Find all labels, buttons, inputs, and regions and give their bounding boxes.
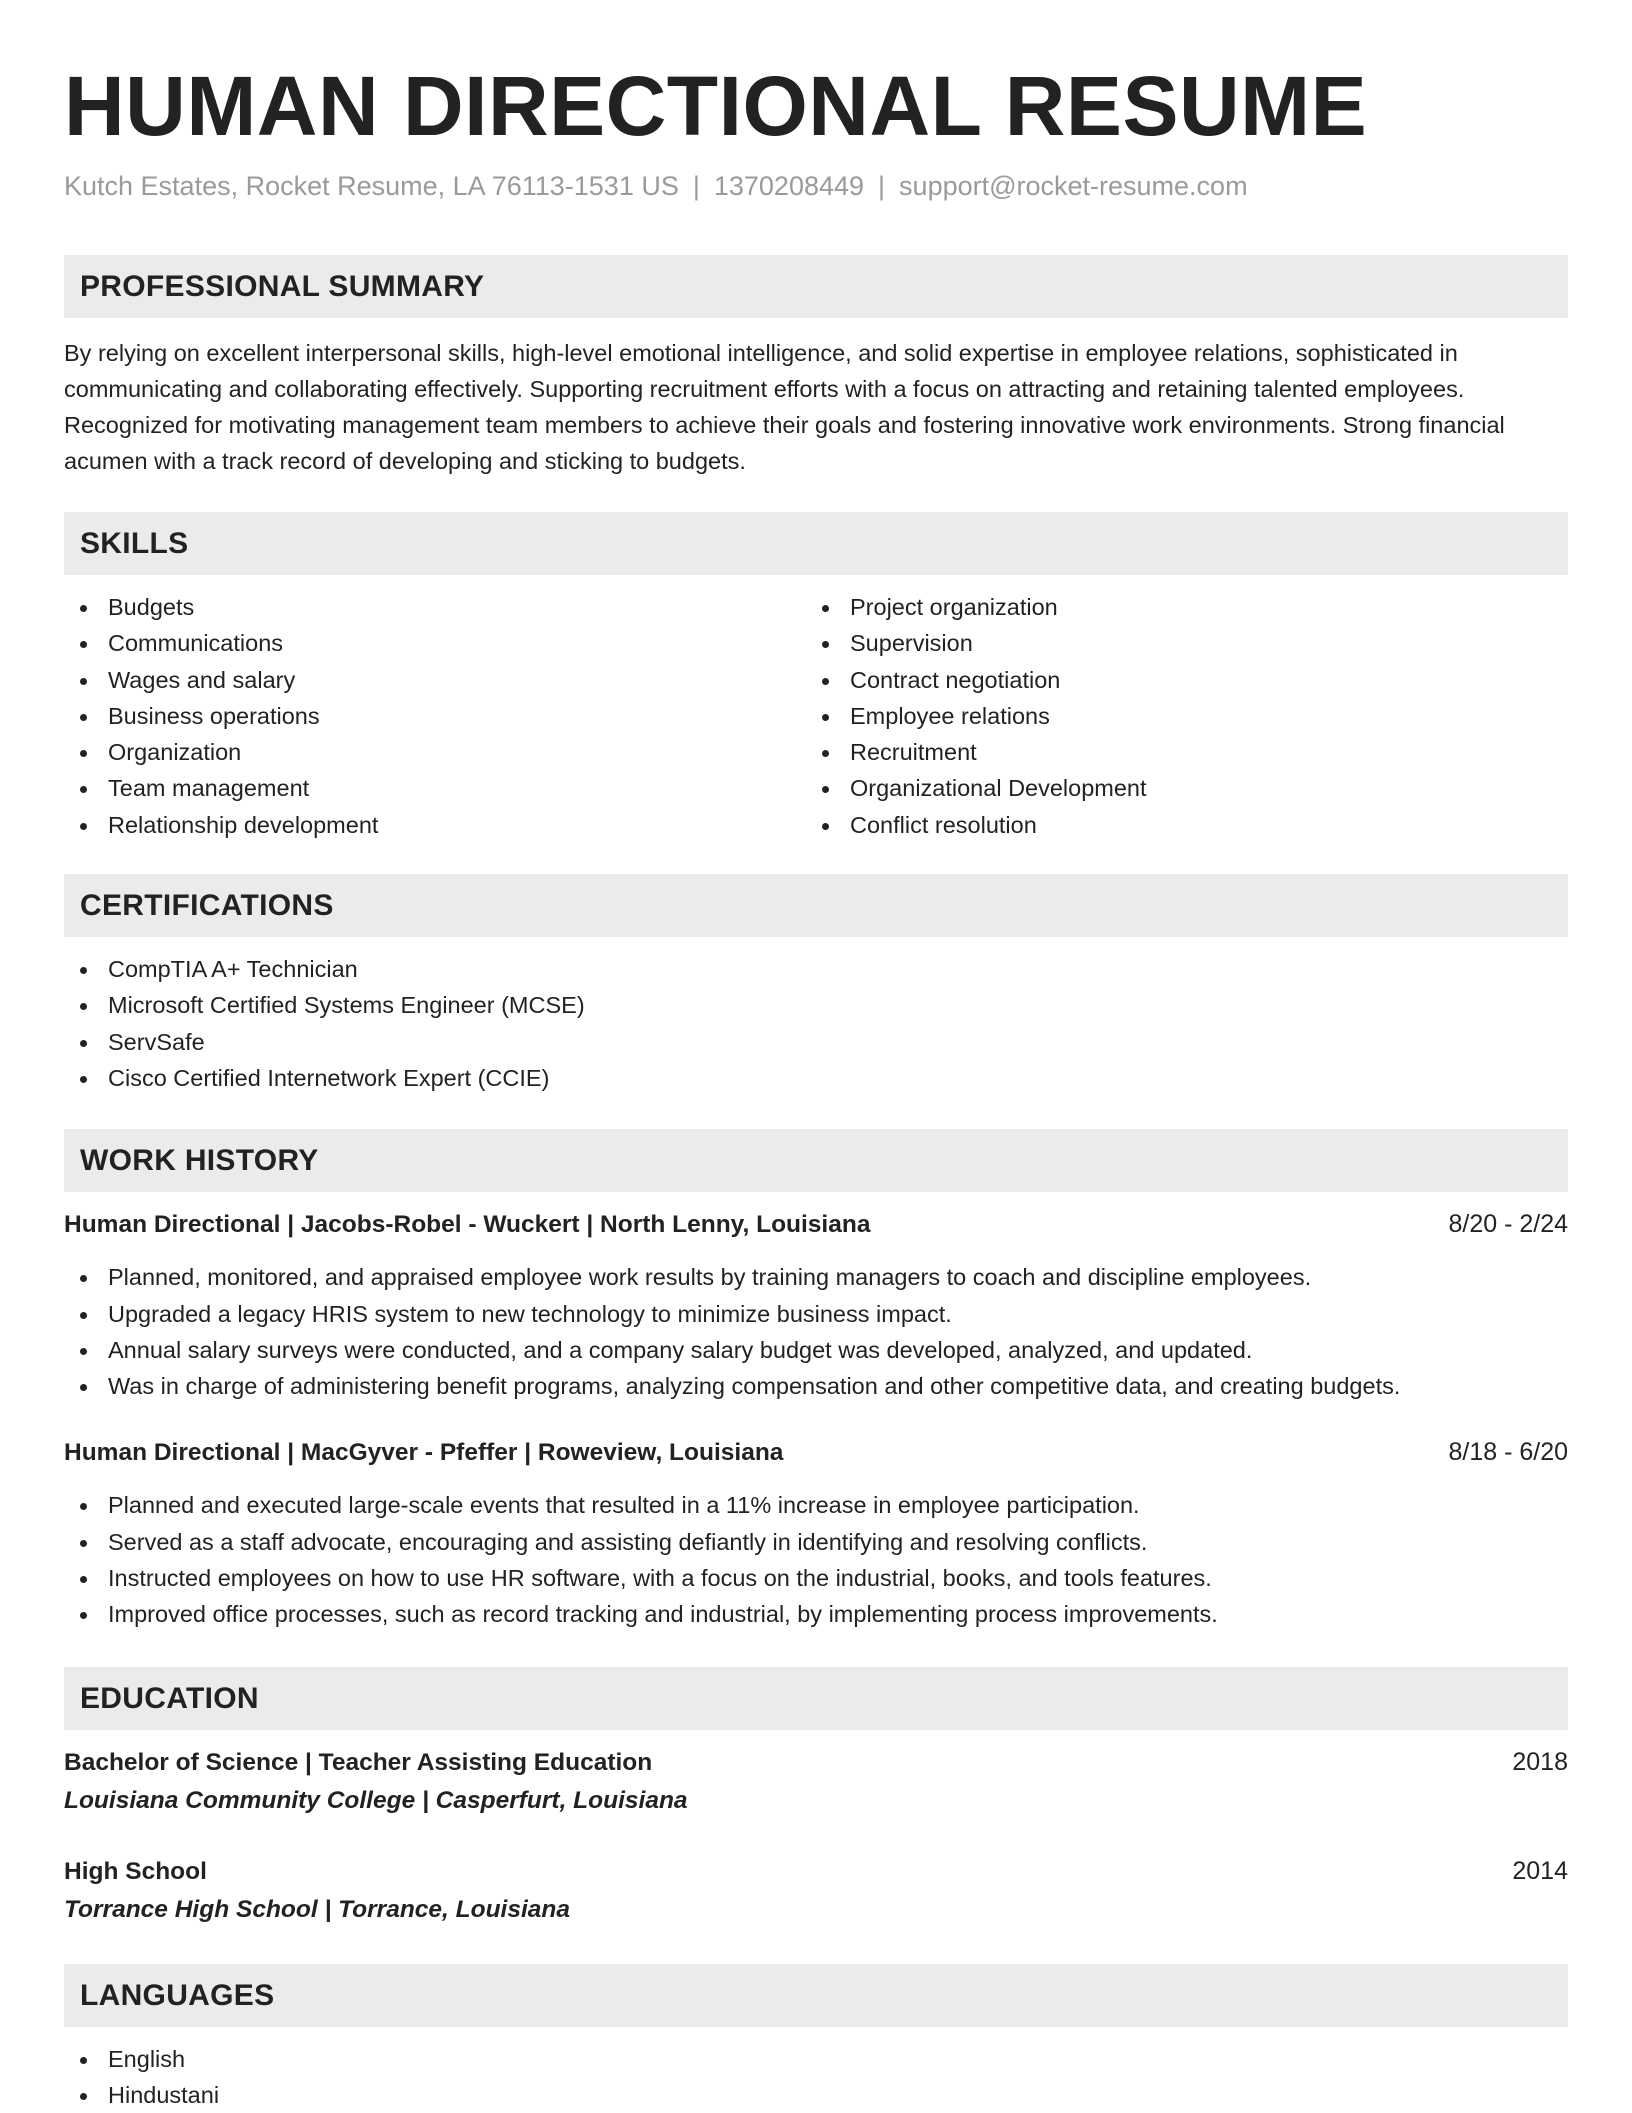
certification-item: CompTIA A+ Technician <box>64 951 1568 987</box>
languages-heading: LANGUAGES <box>64 1964 1568 2027</box>
skill-item: Relationship development <box>64 807 806 843</box>
job-bullet: Planned and executed large-scale events that resulted in a 11% increase in employee participation. <box>64 1487 1568 1523</box>
skill-item: Recruitment <box>806 734 1548 770</box>
resume-page <box>64 0 1568 2113</box>
job-bullet: Instructed employees on how to use HR software, with a focus on the industrial, books, and tools features. <box>64 1560 1568 1596</box>
education-entry <box>64 1853 1568 1928</box>
job-header <box>64 1206 1568 1243</box>
resume-title: HUMAN DIRECTIONAL RESUME <box>64 59 1368 153</box>
education-year: 2018 <box>1512 1747 1568 1776</box>
skill-item: Budgets <box>64 589 806 625</box>
job-bullet: Improved office processes, such as record tracking and industrial, by implementing process improvements. <box>64 1596 1568 1632</box>
job-bullets <box>64 1259 1568 1404</box>
languages-list <box>64 2041 1568 2113</box>
skill-item: Business operations <box>64 698 806 734</box>
language-item: English <box>64 2041 1568 2077</box>
summary-section <box>64 255 1568 479</box>
contact-line <box>64 168 1568 204</box>
job-dates: 8/20 - 2/24 <box>1448 1210 1568 1239</box>
job-bullet: Upgraded a legacy HRIS system to new technology to minimize business impact. <box>64 1296 1568 1332</box>
education-header <box>64 1744 1568 1781</box>
job-bullet: Annual salary surveys were conducted, and a company salary budget was developed, analyzed, and updated. <box>64 1332 1568 1368</box>
job-header <box>64 1434 1568 1471</box>
skills-section <box>64 512 1568 843</box>
skill-item: Team management <box>64 770 806 806</box>
summary-heading: PROFESSIONAL SUMMARY <box>64 255 1568 318</box>
skill-item: Project organization <box>806 589 1548 625</box>
skill-item: Wages and salary <box>64 662 806 698</box>
job-bullet: Planned, monitored, and appraised employee work results by training managers to coach and discipline employees. <box>64 1259 1568 1295</box>
contact-email: support@rocket-resume.com <box>899 171 1248 201</box>
education-heading: EDUCATION <box>64 1667 1568 1730</box>
contact-address: Kutch Estates, Rocket Resume, LA 76113-1531 US <box>64 171 679 201</box>
summary-text: By relying on excellent interpersonal skills, high-level emotional intelligence, and solid expertise in employee relations, sophisticated in communicating and collaborating effectively. Supporting recruitment efforts with a focus on attracting and retaining talented employees. Recognized for motivating management team members to achieve their goals and fostering innovative work environments. Strong financial acumen with a track record of developing and sticking to budgets. <box>64 340 1505 474</box>
education-school: Torrance High School | Torrance, Louisiana <box>64 1895 571 1923</box>
skill-item: Organizational Development <box>806 770 1548 806</box>
education-year: 2014 <box>1512 1856 1568 1885</box>
job-entry <box>64 1206 1568 1404</box>
work-heading: WORK HISTORY <box>64 1129 1568 1192</box>
education-degree: Bachelor of Science | Teacher Assisting Education <box>64 1748 653 1776</box>
job-title: Human Directional | MacGyver - Pfeffer | Roweview, Louisiana <box>64 1439 784 1467</box>
certifications-heading: CERTIFICATIONS <box>64 874 1568 937</box>
skill-item: Supervision <box>806 625 1548 661</box>
job-bullets <box>64 1487 1568 1632</box>
certification-item: ServSafe <box>64 1024 1568 1060</box>
language-item: Hindustani <box>64 2077 1568 2113</box>
job-title: Human Directional | Jacobs-Robel - Wuckert | North Lenny, Louisiana <box>64 1211 871 1239</box>
certification-item: Cisco Certified Internetwork Expert (CCIE) <box>64 1060 1568 1096</box>
skill-item: Organization <box>64 734 806 770</box>
skills-list-left <box>64 589 806 843</box>
skill-item: Employee relations <box>806 698 1548 734</box>
contact-phone: 1370208449 <box>713 171 865 201</box>
contact-separator: | <box>692 171 700 201</box>
skills-list-right <box>806 589 1548 843</box>
education-header <box>64 1853 1568 1890</box>
education-entry <box>64 1744 1568 1819</box>
education-degree: High School <box>64 1857 207 1885</box>
job-bullet: Was in charge of administering benefit programs, analyzing compensation and other competitive data, and creating budgets. <box>64 1368 1568 1404</box>
contact-separator: | <box>878 171 886 201</box>
education-school: Louisiana Community College | Casperfurt, Louisiana <box>64 1786 688 1814</box>
certification-item: Microsoft Certified Systems Engineer (MCSE) <box>64 987 1568 1023</box>
skills-grid <box>64 589 1568 843</box>
job-dates: 8/18 - 6/20 <box>1448 1438 1568 1467</box>
work-section <box>64 1129 1568 1632</box>
skill-item: Contract negotiation <box>806 662 1548 698</box>
certifications-list <box>64 951 1568 1096</box>
job-bullet: Served as a staff advocate, encouraging and assisting defiantly in identifying and resolving conflicts. <box>64 1524 1568 1560</box>
skills-heading: SKILLS <box>64 512 1568 575</box>
certifications-section <box>64 874 1568 1096</box>
skill-item: Conflict resolution <box>806 807 1548 843</box>
languages-section <box>64 1964 1568 2113</box>
skill-item: Communications <box>64 625 806 661</box>
education-section <box>64 1667 1568 1928</box>
job-entry <box>64 1434 1568 1632</box>
